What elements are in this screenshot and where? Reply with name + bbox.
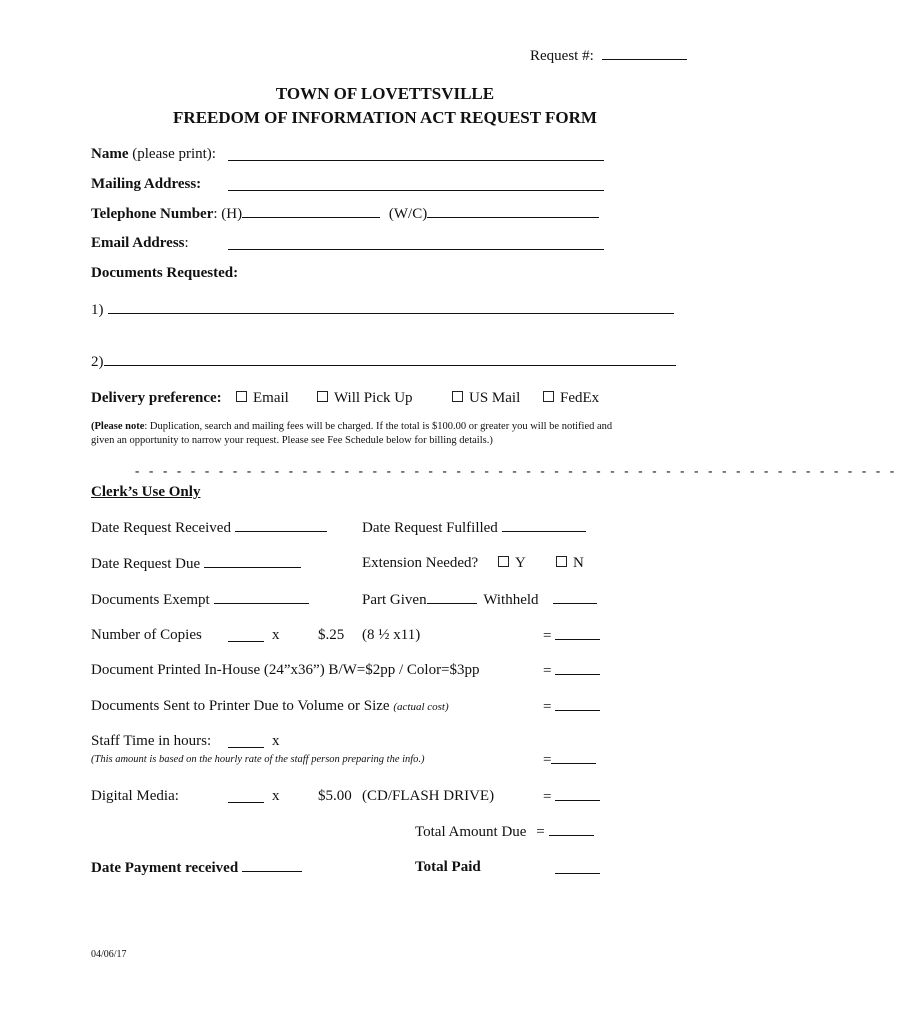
- total-paid-label: Total Paid: [415, 859, 481, 875]
- total-amount-due-label: Total Amount Due: [415, 824, 527, 840]
- withheld-label: Withheld: [483, 592, 539, 608]
- email-row: [91, 235, 189, 252]
- delivery-option-pickup[interactable]: [317, 390, 413, 407]
- delivery-option-fedex[interactable]: [543, 390, 599, 407]
- printed-in-house-label: Document Printed In-House (24”x36”) B/W=$2pp / Color=$3pp: [91, 662, 480, 678]
- documents-exempt-field[interactable]: [214, 591, 309, 604]
- sent-to-printer-row: [91, 698, 449, 715]
- documents-exempt-label: Documents Exempt: [91, 592, 210, 608]
- date-fulfilled-field[interactable]: [502, 519, 586, 532]
- sent-to-printer-total-row: [543, 698, 600, 716]
- staff-time-multiply: x: [272, 733, 280, 749]
- date-received-label: Date Request Received: [91, 520, 231, 536]
- section-divider: - - - - - - - - - - - - - - - - - - - - - - - - - - - - - - - - - - - - - - - - - - - - - - - - - - - - - - -: [135, 463, 897, 478]
- staff-time-total-field[interactable]: [551, 751, 596, 764]
- equals-sign: =: [543, 789, 552, 805]
- fee-note-line-1: [91, 420, 612, 434]
- form-title: FREEDOM OF INFORMATION ACT REQUEST FORM: [173, 108, 597, 127]
- document-item-1-label: 1): [91, 302, 104, 318]
- staff-time-total-row: [543, 751, 596, 769]
- document-item-2-label: 2): [91, 354, 104, 370]
- email-colon: :: [184, 235, 189, 251]
- name-label-rest: (please print):: [128, 146, 216, 162]
- equals-sign: =: [543, 752, 552, 768]
- fee-note: [91, 420, 612, 448]
- date-received-field[interactable]: [235, 519, 327, 532]
- telephone-home-field[interactable]: [242, 205, 380, 218]
- telephone-work-label: (W/C): [388, 206, 428, 222]
- date-fulfilled-row: [362, 519, 586, 537]
- digital-media-description: (CD/FLASH DRIVE): [362, 788, 495, 804]
- documents-exempt-row: [91, 591, 309, 609]
- fee-note-line-2: given an opportunity to narrow your request. Please see Fee Schedule below for billing details.): [91, 435, 493, 446]
- digital-media-field[interactable]: [228, 790, 264, 803]
- telephone-label: Telephone Number: [91, 206, 214, 222]
- equals-sign: =: [543, 628, 552, 644]
- clerk-use-heading: Clerk’s Use Only: [91, 484, 201, 500]
- documents-requested-label: Documents Requested:: [91, 265, 239, 281]
- fee-note-text-1: : Duplication, search and mailing fees will be charged. If the total is $100.00 or greater you will be notified and: [144, 421, 613, 432]
- part-given-label: Part Given: [362, 592, 427, 608]
- mailing-address-label: Mailing Address:: [91, 176, 202, 192]
- delivery-option-fedex-label: FedEx: [560, 390, 600, 406]
- sent-to-printer-total-field[interactable]: [555, 698, 600, 711]
- delivery-preference-label: Delivery preference:: [91, 390, 222, 406]
- equals-sign: =: [543, 663, 552, 679]
- extension-needed-label: Extension Needed?: [362, 555, 479, 571]
- delivery-option-email-label: Email: [253, 390, 289, 406]
- revision-date: 04/06/17: [91, 949, 127, 960]
- date-due-field[interactable]: [204, 555, 301, 568]
- staff-time-field[interactable]: [228, 735, 264, 748]
- date-payment-field[interactable]: [242, 859, 302, 872]
- staff-time-note: (This amount is based on the hourly rate of the staff person preparing the info.): [91, 754, 425, 765]
- total-amount-due-field[interactable]: [549, 823, 594, 836]
- total-paid-field[interactable]: [555, 861, 600, 874]
- delivery-option-usmail[interactable]: [452, 390, 520, 407]
- sent-to-printer-label: Documents Sent to Printer Due to Volume or Size: [91, 698, 390, 714]
- telephone-work-field[interactable]: [427, 205, 599, 218]
- staff-time-label: Staff Time in hours:: [91, 733, 212, 749]
- extension-yes-option[interactable]: [498, 555, 526, 572]
- digital-media-total-field[interactable]: [555, 788, 600, 801]
- delivery-option-email[interactable]: [236, 390, 289, 407]
- copies-multiply: x: [272, 627, 280, 643]
- document-item-1-field[interactable]: [108, 301, 674, 314]
- date-payment-label: Date Payment received: [91, 860, 239, 876]
- checkbox-icon[interactable]: [556, 556, 567, 567]
- request-number-field[interactable]: [602, 47, 687, 60]
- checkbox-icon[interactable]: [543, 391, 554, 402]
- date-payment-row: [91, 859, 302, 877]
- request-number-row: [530, 47, 687, 65]
- date-due-label: Date Request Due: [91, 556, 201, 572]
- checkbox-icon[interactable]: [317, 391, 328, 402]
- email-label: Email Address: [91, 235, 185, 251]
- digital-media-multiply: x: [272, 788, 280, 804]
- document-item-2-field[interactable]: [104, 353, 676, 366]
- digital-media-total-row: [543, 788, 600, 806]
- checkbox-icon[interactable]: [452, 391, 463, 402]
- email-field[interactable]: [228, 237, 604, 250]
- form-town-title: TOWN OF LOVETTSVILLE: [275, 84, 495, 103]
- telephone-home-label: : (H): [213, 206, 243, 222]
- delivery-option-pickup-label: Will Pick Up: [334, 390, 413, 406]
- name-field[interactable]: [228, 148, 604, 161]
- extension-no-option[interactable]: [556, 555, 584, 572]
- digital-media-price: $5.00: [318, 788, 352, 804]
- part-given-field[interactable]: [427, 591, 477, 604]
- extension-no-label: N: [573, 555, 584, 571]
- copies-total-field[interactable]: [555, 627, 600, 640]
- checkbox-icon[interactable]: [236, 391, 247, 402]
- digital-media-label: Digital Media:: [91, 788, 179, 804]
- copies-size: (8 ½ x11): [362, 627, 421, 643]
- date-due-row: [91, 555, 301, 573]
- printed-in-house-total-field[interactable]: [555, 662, 600, 675]
- request-number-label: Request #:: [530, 48, 594, 64]
- checkbox-icon[interactable]: [498, 556, 509, 567]
- delivery-option-usmail-label: US Mail: [469, 390, 521, 406]
- telephone-row: [91, 205, 599, 223]
- extension-yes-label: Y: [515, 555, 526, 571]
- document-item-2: [91, 353, 676, 371]
- equals-sign: =: [536, 824, 545, 840]
- part-given-row: [362, 591, 597, 609]
- document-item-1: [91, 301, 674, 319]
- actual-cost-note: (actual cost): [393, 701, 449, 713]
- withheld-field[interactable]: [553, 591, 597, 604]
- number-of-copies-field[interactable]: [228, 629, 264, 642]
- printed-in-house-total-row: [543, 662, 600, 680]
- copies-total-row: [543, 627, 600, 645]
- date-received-row: [91, 519, 327, 537]
- number-of-copies-label: Number of Copies: [91, 627, 202, 643]
- copies-price: $.25: [318, 627, 345, 643]
- date-fulfilled-label: Date Request Fulfilled: [362, 520, 498, 536]
- name-label: Name: [91, 146, 129, 162]
- name-row: [91, 146, 216, 163]
- mailing-address-field[interactable]: [228, 178, 604, 191]
- fee-note-bold: (Please note: [91, 421, 145, 432]
- equals-sign: =: [543, 699, 552, 715]
- total-amount-due-row: [415, 823, 594, 841]
